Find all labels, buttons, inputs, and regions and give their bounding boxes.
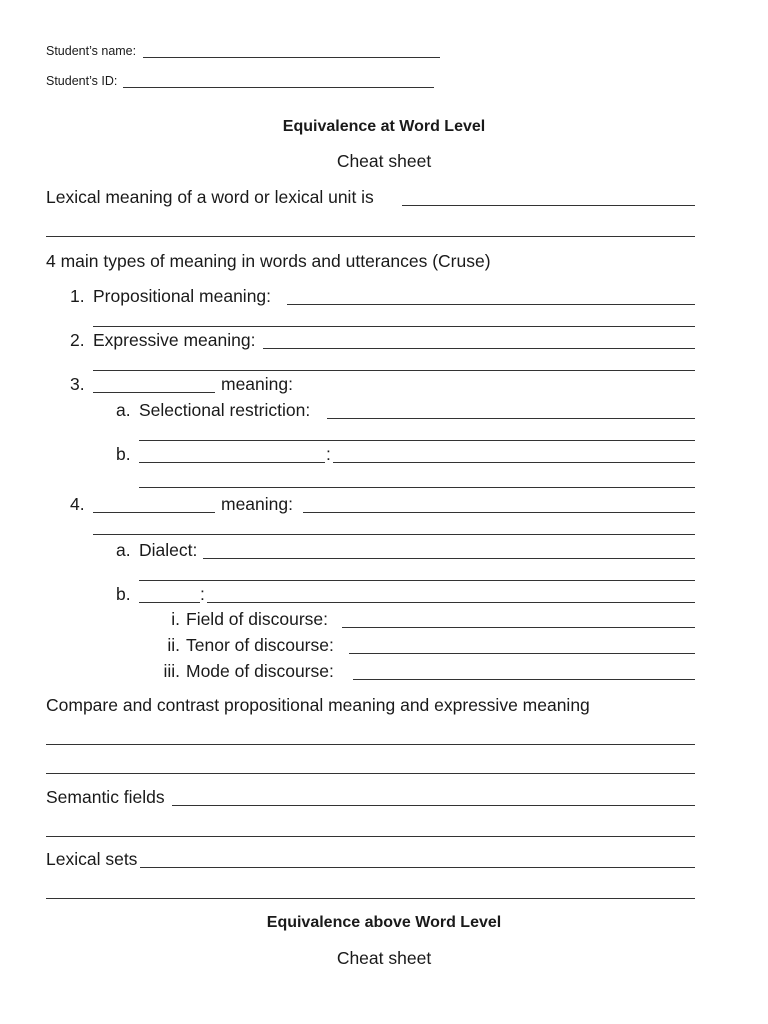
section1-subtitle: Cheat sheet xyxy=(336,151,432,171)
item-3a-blank-2[interactable] xyxy=(139,440,695,441)
section2-title: Equivalence above Word Level xyxy=(266,914,502,931)
item-3a-label: Selectional restriction: xyxy=(139,400,311,420)
types-heading: 4 main types of meaning in words and utterances (Cruse) xyxy=(46,251,491,271)
item-3b-colon: : xyxy=(326,444,331,464)
item-3b-blank-2[interactable] xyxy=(139,487,695,488)
item-4-blank-1[interactable] xyxy=(303,512,695,513)
item-4b-i-numeral: i. xyxy=(171,609,180,629)
item-4a-blank-2[interactable] xyxy=(139,580,695,581)
student-id-blank[interactable] xyxy=(123,87,434,88)
compare-blank-1[interactable] xyxy=(46,744,695,745)
item-1-number: 1. xyxy=(70,286,85,306)
semantic-fields-blank-1[interactable] xyxy=(172,805,695,806)
item-3a-blank-1[interactable] xyxy=(327,418,695,419)
item-4b-i-blank[interactable] xyxy=(342,627,695,628)
student-name-label: Student’s name: xyxy=(46,44,137,58)
item-2-blank-2[interactable] xyxy=(93,370,695,371)
item-3-label: meaning: xyxy=(221,374,293,394)
semantic-fields-blank-2[interactable] xyxy=(46,836,695,837)
item-4b-iii-blank[interactable] xyxy=(353,679,695,680)
lexical-meaning-prompt: Lexical meaning of a word or lexical unit is xyxy=(46,187,374,207)
item-3a-letter: a. xyxy=(116,400,131,420)
item-1-blank-2[interactable] xyxy=(93,326,695,327)
lexical-meaning-blank-1[interactable] xyxy=(402,205,695,206)
section2-subtitle: Cheat sheet xyxy=(336,948,432,968)
item-4b-letter: b. xyxy=(116,584,131,604)
item-4-type-blank[interactable] xyxy=(93,512,215,513)
semantic-fields-label: Semantic fields xyxy=(46,787,165,807)
lexical-sets-blank-2[interactable] xyxy=(46,898,695,899)
item-4a-letter: a. xyxy=(116,540,131,560)
item-4-label: meaning: xyxy=(221,494,293,514)
item-4b-name-blank[interactable] xyxy=(139,602,200,603)
item-2-label: Expressive meaning: xyxy=(93,330,256,350)
item-4b-colon: : xyxy=(200,584,205,604)
item-3-type-blank[interactable] xyxy=(93,392,215,393)
compare-prompt: Compare and contrast propositional meaning and expressive meaning xyxy=(46,695,590,715)
item-4b-iii-label: Mode of discourse: xyxy=(186,661,334,681)
item-4a-blank-1[interactable] xyxy=(203,558,695,559)
item-4-number: 4. xyxy=(70,494,85,514)
student-name-blank[interactable] xyxy=(143,57,440,58)
lexical-sets-blank-1[interactable] xyxy=(140,867,695,868)
item-3b-name-blank[interactable] xyxy=(139,462,325,463)
compare-blank-2[interactable] xyxy=(46,773,695,774)
lexical-sets-label: Lexical sets xyxy=(46,849,138,869)
lexical-meaning-blank-2[interactable] xyxy=(46,236,695,237)
student-id-label: Student’s ID: xyxy=(46,74,118,88)
section1-title: Equivalence at Word Level xyxy=(282,118,486,135)
item-3b-blank-1[interactable] xyxy=(333,462,695,463)
item-1-label: Propositional meaning: xyxy=(93,286,272,306)
item-4b-ii-blank[interactable] xyxy=(349,653,695,654)
item-4b-blank-1[interactable] xyxy=(207,602,695,603)
item-4-blank-2[interactable] xyxy=(93,534,695,535)
item-3-number: 3. xyxy=(70,374,85,394)
item-2-blank-1[interactable] xyxy=(263,348,695,349)
item-1-blank-1[interactable] xyxy=(287,304,695,305)
item-2-number: 2. xyxy=(70,330,85,350)
item-4a-label: Dialect: xyxy=(139,540,198,560)
item-4b-i-label: Field of discourse: xyxy=(186,609,329,629)
item-4b-ii-label: Tenor of discourse: xyxy=(186,635,334,655)
item-4b-ii-numeral: ii. xyxy=(167,635,180,655)
item-3b-letter: b. xyxy=(116,444,131,464)
item-4b-iii-numeral: iii. xyxy=(163,661,180,681)
